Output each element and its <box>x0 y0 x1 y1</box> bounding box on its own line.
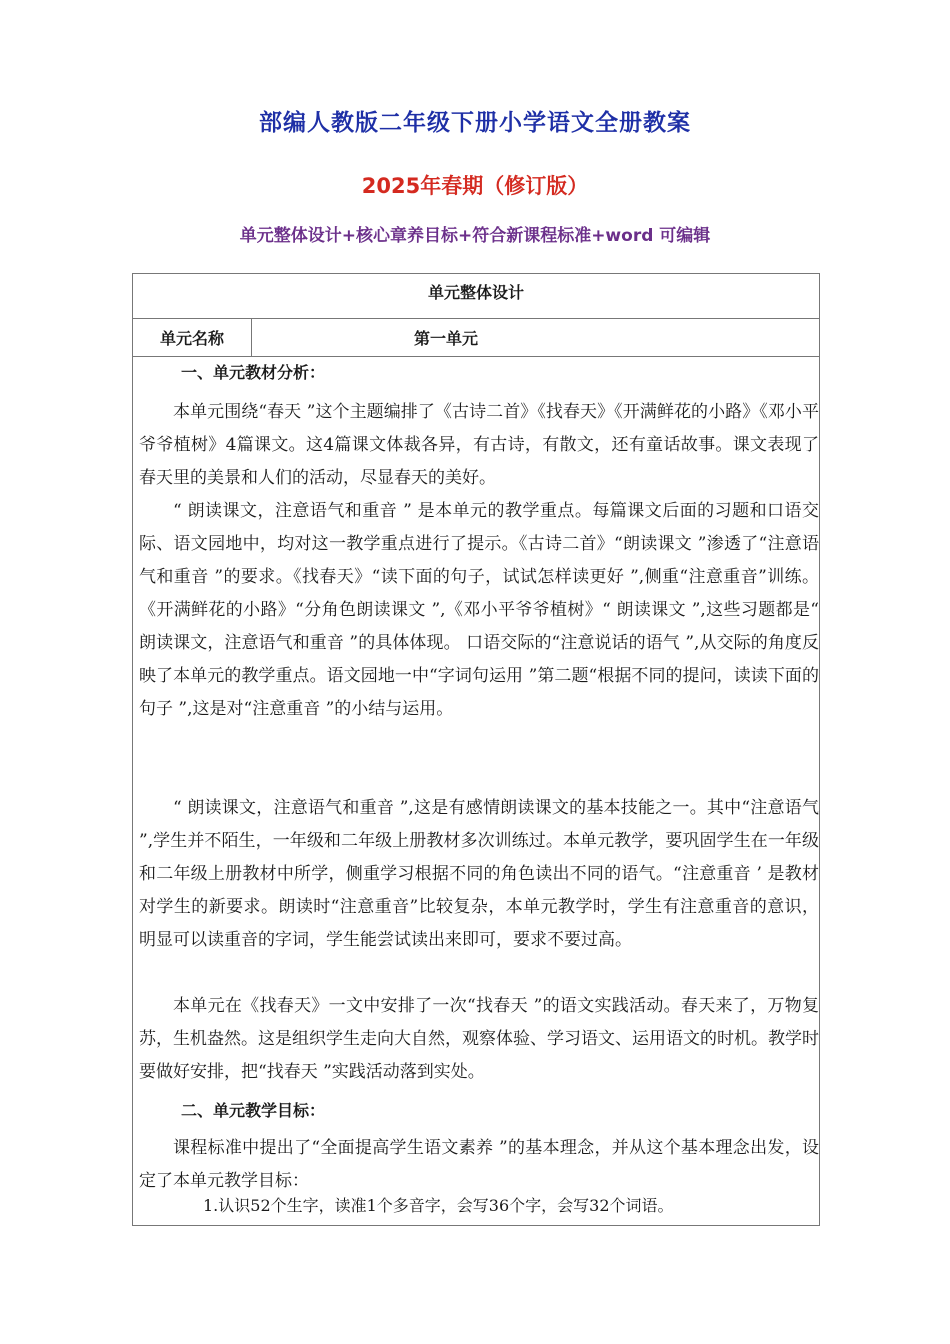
goal-item-1: 1.认识52个生字，读准1个多音字，会写36个字，会写32个词语。 <box>203 1196 674 1215</box>
paragraph-curriculum: 课程标准中提出了“全面提高学生语文素养 ”的基本理念，并从这个基本理念出发，设定了本单元教学目标： <box>139 1138 819 1191</box>
document-title: 部编人教版二年级下册小学语文全册教案 <box>259 110 691 136</box>
paragraph-reading-skill: “ 朗读课文，注意语气和重音 ”,这是有感情朗读课文的基本技能之一。其中“注意语气 ”,学生并不陌生，一年级和二年级上册教材多次训练过。本单元教学，要巩固学生在一年级和二年级上册教材中所学，侧重学习根据不同的角色读出不同的语气。“注意重音 ’ 是教材对学生的新要求。朗读时“注意重音”比较复杂，本单元教学时，学生有注意重音的意识，明显可以读重音的字词，学生能尝试读出来即可，要求不要过高。 <box>139 798 819 950</box>
document-subtitle: 2025年春期（修订版） <box>361 174 589 198</box>
section-heading-analysis: 一、单元教材分析： <box>181 363 326 382</box>
paragraph-theme: 本单元围绕“春天 ”这个主题编排了《古诗二首》《找春天》《开满鲜花的小路》《邓小平爷爷植树》4篇课文。这4篇课文体裁各异，有古诗，有散文，还有童话故事。课文表现了春天里的美景和人们的活动，尽显春天的美好。 <box>139 402 819 488</box>
document-tagline: 单元整体设计+核心章养目标+符合新课程标准+word 可编辑 <box>239 226 711 246</box>
unit-name-value: 第一单元 <box>414 329 479 348</box>
table-header-row <box>133 274 819 319</box>
unit-name-row <box>133 319 819 357</box>
table-body <box>133 357 819 1226</box>
unit-name-label: 单元名称 <box>133 319 252 356</box>
section-heading-goals: 二、单元教学目标： <box>181 1101 326 1120</box>
paragraph-activity: 本单元在《找春天》一文中安排了一次“找春天 ”的语文实践活动。春天来了，万物复苏，生机盎然。这是组织学生走向大自然，观察体验、学习语文、运用语文的时机。教学时要做好安排，把“找春天 ”实践活动落到实处。 <box>139 996 819 1082</box>
table-header-label: 单元整体设计 <box>427 283 524 302</box>
paragraph-focus: “ 朗读课文，注意语气和重音 ” 是本单元的教学重点。每篇课文后面的习题和口语交际、语文园地中，均对这一教学重点进行了提示。《古诗二首》“朗读课文 ”渗透了“注意语气和重音 ”的要求。《找春天》“读下面的句子，试试怎样读更好 ”,侧重“注意重音”训练。《开满鲜花的小路》“分角色朗读课文 ”,《邓小平爷爷植树》“ 朗读课文 ”,这些习题都是“ 朗读课文，注意语气和重音 ”的具体体现。 口语交际的“注意说话的语气 ”,从交际的角度反映了本单元的教学重点。语文园地一中“字词句运用 ”第二题“根据不同的提问，读读下面的句子 ”,这是对“注意重音 ”的小结与运用。 <box>139 501 819 719</box>
unit-design-table <box>132 273 820 1226</box>
